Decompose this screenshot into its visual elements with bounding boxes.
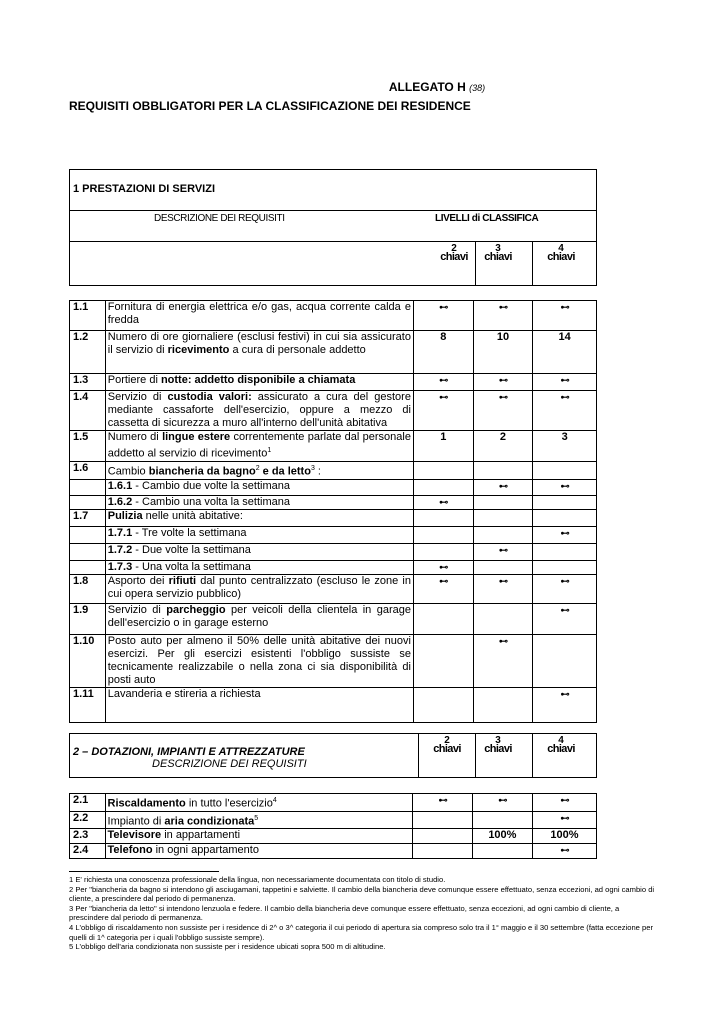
desc-text: Portiere di (107, 374, 161, 386)
level-3-cell (473, 391, 533, 431)
key-icon: ⊷ (560, 812, 569, 823)
footnote: 3 Per "biancheria da letto" si intendono lenzuola e federe. Il cambio della biancheria deve comunque essere effettuato, senza eccezioni, ad ogni cambio di cliente, a prescindere dal periodo di permanenza. (69, 903, 620, 923)
level-2-cell (413, 844, 473, 859)
footnote-ref: 1 (267, 447, 272, 454)
desc-text: Posto auto per almeno il 50% delle unità abitative dei nuovi esercizi. Per gli esercizi esistenti l'obbligo sussiste se tecnicamente realizzabile o nella zona ci sia disponibilità di posti auto (107, 634, 411, 686)
row-description (105, 374, 413, 391)
row-description (105, 509, 413, 526)
table-row (70, 829, 597, 844)
row-description (105, 829, 413, 844)
row-description (105, 811, 413, 829)
row-description (105, 331, 413, 374)
desc-text: Servizio di (107, 391, 168, 403)
table-row (70, 461, 597, 479)
level-3-cell (473, 687, 533, 722)
s2-level-2: 2 chiavi (433, 735, 461, 755)
level-3-chiavi: 3 chiavi (484, 243, 512, 263)
footnote: 4 L'obbligo di riscaldamento non sussiste per i residence di 2^ o 3^ categoria il cui periodo di apertura sia compreso solo tra il 1° maggio e il 30 settembre (fatta eccezione per quelli di 1^ categoria per i quali l'obbligo sussiste sempre). (69, 922, 653, 942)
desc-text: Servizio di (107, 603, 167, 616)
level-2-cell (413, 479, 473, 495)
level-2-cell (413, 526, 473, 543)
row-number: 2.3 (70, 829, 106, 844)
table-row (70, 479, 597, 495)
desc-text: Cambio (107, 465, 149, 478)
row-number: 1.11 (70, 687, 106, 722)
row-number: 1.3 (70, 374, 106, 391)
document-title: REQUISITI OBBLIGATORI PER LA CLASSIFICAZIONE DEI RESIDENCE (69, 99, 471, 113)
desc-text: in tutto l'esercizio (185, 797, 273, 810)
row-number (70, 560, 106, 574)
level-4-cell (533, 687, 597, 722)
level-4-cell (533, 560, 597, 574)
s2-level-3: 3 chiavi (484, 735, 512, 755)
level-3-cell (473, 461, 533, 479)
row-number: 2.4 (70, 844, 106, 859)
key-icon: ⊷ (560, 845, 569, 856)
level-2-cell (413, 687, 473, 722)
row-description (105, 603, 413, 634)
row-description (105, 844, 413, 859)
key-icon: ⊷ (560, 688, 569, 699)
key-icon: ⊷ (498, 575, 507, 586)
level-3-cell (473, 560, 533, 574)
level-2-cell (413, 495, 473, 509)
row-number: 1.2 (70, 331, 106, 374)
key-icon: ⊷ (560, 795, 569, 805)
footnote: 5 L'obbligo dell'aria condizionata non sussiste per i residence ubicati sopra 500 m di altitudine. (69, 942, 386, 952)
section2-title: 2 – DOTAZIONI, IMPIANTI E ATTREZZATURE (73, 746, 305, 758)
row-number: 1.7 (70, 509, 106, 526)
row-number: 1.8 (70, 574, 106, 603)
key-icon: ⊷ (498, 392, 507, 402)
level-3-cell (473, 526, 533, 543)
s2-level-4: 4 chiavi (547, 735, 575, 755)
row-description (105, 301, 413, 331)
section2-desc-header: DESCRIZIONE DEI REQUISITI (152, 758, 307, 770)
row-description (105, 560, 413, 574)
level-4-cell: 100% (532, 829, 596, 844)
desc-text: in ogni appartamento (152, 844, 259, 857)
footnote-ref: 3 (310, 464, 315, 472)
sub-number: 1.7.3 (107, 560, 133, 573)
row-description (105, 687, 413, 722)
desc-bold: e da letto (259, 465, 311, 478)
desc-text: : (314, 465, 321, 478)
footnote-ref: 5 (254, 814, 259, 822)
desc-bold: notte: addetto disponibile a chiamata (160, 374, 356, 386)
row-description (105, 431, 413, 462)
row-number (70, 526, 106, 543)
level-3-cell (473, 603, 533, 634)
level-4-cell (532, 844, 596, 859)
level-2-cell (413, 794, 473, 812)
desc-header: DESCRIZIONE DEI REQUISITI (154, 213, 285, 224)
desc-bold: parcheggio (166, 603, 226, 616)
desc-text: assicurato a cura del gestore mediante cassaforte dell'esercizio, oppure a mezzo di cassetta di sicurezza a muro all'interno dell'unità abitativa (107, 391, 411, 429)
key-icon: ⊷ (560, 375, 569, 385)
table-row (70, 509, 597, 526)
level-2-cell (413, 543, 473, 560)
row-description (105, 794, 413, 812)
sub-number: 1.7.2 (107, 543, 133, 556)
level-2-cell (413, 374, 473, 391)
table-row (70, 844, 597, 859)
desc-text: correntemente parlate dal personale addetto al servizio di ricevimento (107, 431, 411, 460)
desc-text: - Due volte la settimana (132, 543, 251, 556)
desc-text: - Cambio una volta la settimana (132, 495, 290, 508)
sub-number: 1.6.1 (107, 479, 133, 492)
level-4-cell (533, 526, 597, 543)
desc-bold: ricevimento (167, 344, 230, 356)
key-icon: ⊷ (439, 392, 448, 402)
desc-bold: Telefono (107, 844, 153, 857)
row-description (105, 391, 413, 431)
sub-number: 1.6.2 (107, 495, 133, 508)
level-2-cell (413, 560, 473, 574)
level-2-cell (413, 634, 473, 687)
level-2-chiavi: 2 chiavi (440, 243, 468, 263)
row-number: 1.9 (70, 603, 106, 634)
key-icon: ⊷ (560, 604, 569, 615)
row-description (105, 634, 413, 687)
level-3-cell (472, 794, 532, 812)
level-2-cell (413, 574, 473, 603)
desc-bold: aria condizionata (164, 815, 255, 828)
key-icon: ⊷ (439, 375, 448, 385)
level-3-cell (472, 811, 532, 829)
level-4-cell (533, 543, 597, 560)
desc-text: Numero di ore giornaliere (esclusi festivi) in cui sia assicurato il servizio di (107, 331, 411, 356)
sub-number: 1.7.1 (107, 526, 133, 539)
key-icon: ⊷ (560, 575, 569, 586)
level-4-cell (532, 794, 596, 812)
desc-text: Fornitura di energia elettrica e/o gas, acqua corrente calda e fredda (107, 301, 411, 326)
level-3-cell (473, 543, 533, 560)
desc-text: nelle unità abitative: (142, 509, 243, 522)
desc-text: a cura di personale addetto (229, 344, 366, 356)
table-row (70, 495, 597, 509)
level-4-cell (533, 603, 597, 634)
row-number (70, 479, 106, 495)
level-4-cell: 3 (533, 431, 597, 462)
desc-bold: rifiuti (168, 574, 197, 587)
footnote-ref: 2 (255, 464, 260, 472)
row-description (105, 526, 413, 543)
level-2-cell (413, 829, 473, 844)
key-icon: ⊷ (498, 302, 507, 312)
table-row (70, 301, 597, 331)
level-3-cell: 10 (473, 331, 533, 374)
level-4-chiavi: 4 chiavi (547, 243, 575, 263)
table-row (70, 560, 597, 574)
table-row (70, 331, 597, 374)
level-2-cell: 8 (413, 331, 473, 374)
key-icon: ⊷ (498, 795, 507, 805)
row-description (105, 479, 413, 495)
key-icon: ⊷ (438, 795, 447, 805)
table-row (70, 687, 597, 722)
row-description (105, 574, 413, 603)
desc-bold: biancheria da bagno (148, 465, 256, 478)
desc-text: in appartamenti (161, 829, 241, 842)
desc-text: Lavanderia e stireria a richiesta (107, 687, 261, 700)
level-3-cell (473, 301, 533, 331)
row-number: 1.4 (70, 391, 106, 431)
allegato-title (0, 80, 724, 94)
level-4-cell (533, 301, 597, 331)
level-4-cell (532, 811, 596, 829)
level-3-cell (473, 495, 533, 509)
level-2-cell: 1 (413, 431, 473, 462)
level-4-cell (533, 574, 597, 603)
level-2-cell (413, 301, 473, 331)
level-4-cell (533, 391, 597, 431)
desc-bold: Pulizia (107, 509, 143, 522)
key-icon: ⊷ (498, 635, 507, 646)
level-2-cell (413, 509, 473, 526)
level-2-cell (413, 811, 473, 829)
level-4-cell (533, 495, 597, 509)
key-icon: ⊷ (560, 527, 569, 538)
footnote-ref: 4 (272, 797, 277, 804)
section2-header (69, 733, 597, 778)
key-icon: ⊷ (560, 302, 569, 312)
table-row (70, 431, 597, 462)
level-4-cell (533, 374, 597, 391)
key-icon: ⊷ (439, 496, 448, 507)
table-row (70, 391, 597, 431)
allegato-label: ALLEGATO H (388, 80, 466, 94)
section1-title: 1 PRESTAZIONI DI SERVIZI (73, 183, 216, 195)
footnote: 1 E' richiesta una conoscenza professionale della lingua, non necessariamente documentata con titolo di studio. (69, 875, 446, 884)
desc-text: - Cambio due volte la settimana (132, 479, 290, 492)
desc-text: Asporto dei (107, 574, 169, 587)
table-row (70, 374, 597, 391)
level-4-cell (533, 509, 597, 526)
level-4-cell (533, 479, 597, 495)
row-description (105, 461, 413, 479)
key-icon: ⊷ (439, 575, 448, 586)
row-number: 1.5 (70, 431, 106, 462)
level-3-cell (473, 574, 533, 603)
desc-text: per veicoli della clientela in garage dell'esercizio o in garage esterno (107, 603, 411, 629)
row-number (70, 543, 106, 560)
row-description (105, 495, 413, 509)
level-2-cell (413, 391, 473, 431)
level-3-cell (473, 479, 533, 495)
allegato-note: (38) (469, 83, 486, 93)
row-number: 1.1 (70, 301, 106, 331)
level-3-cell (473, 509, 533, 526)
desc-text: - Tre volte la settimana (132, 526, 247, 539)
level-3-cell: 2 (473, 431, 533, 462)
level-4-cell (533, 461, 597, 479)
footnote: 2 Per "biancheria da bagno si intendono gli asciugamani, tappetini e salviette. Il cambio della biancheria deve comunque essere effettuato, senza eccezioni, ad ogni cambio di cliente, a prescindere dal periodo di permanenza. (69, 884, 655, 904)
table-row (70, 574, 597, 603)
row-number: 2.1 (70, 794, 106, 812)
desc-bold: custodia valori: (167, 391, 252, 403)
table-row (70, 811, 597, 829)
key-icon: ⊷ (498, 480, 507, 491)
desc-bold: Riscaldamento (107, 797, 186, 810)
table-row (70, 543, 597, 560)
row-number: 1.10 (70, 634, 106, 687)
level-4-cell: 14 (533, 331, 597, 374)
desc-text: - Una volta la settimana (132, 560, 251, 573)
row-number: 2.2 (70, 811, 106, 829)
key-icon: ⊷ (560, 480, 569, 491)
desc-bold: lingue estere (162, 431, 231, 443)
desc-text: Impianto di (107, 815, 165, 828)
section1-header (69, 169, 597, 286)
footnotes (69, 875, 659, 952)
row-description (105, 543, 413, 560)
level-2-cell (413, 461, 473, 479)
key-icon: ⊷ (498, 375, 507, 385)
section1-table (69, 300, 597, 723)
key-icon: ⊷ (439, 302, 448, 312)
level-2-cell (413, 603, 473, 634)
key-icon: ⊷ (498, 544, 507, 555)
desc-text: Numero di (107, 431, 163, 443)
table-row (70, 526, 597, 543)
level-3-cell: 100% (472, 829, 532, 844)
key-icon: ⊷ (439, 561, 448, 572)
desc-bold: Televisore (107, 829, 162, 842)
section2-table (69, 793, 597, 859)
table-row (70, 794, 597, 812)
row-number: 1.6 (70, 461, 106, 479)
footnote-rule (69, 871, 219, 872)
table-row (70, 603, 597, 634)
row-number (70, 495, 106, 509)
levels-header: LIVELLI di CLASSIFICA (435, 213, 539, 224)
level-4-cell (533, 634, 597, 687)
level-3-cell (473, 634, 533, 687)
desc-text: dal punto centralizzato (escluso le zone in cui opera servizio pubblico) (107, 574, 411, 600)
level-3-cell (473, 374, 533, 391)
table-row (70, 634, 597, 687)
key-icon: ⊷ (560, 392, 569, 402)
level-3-cell (472, 844, 532, 859)
